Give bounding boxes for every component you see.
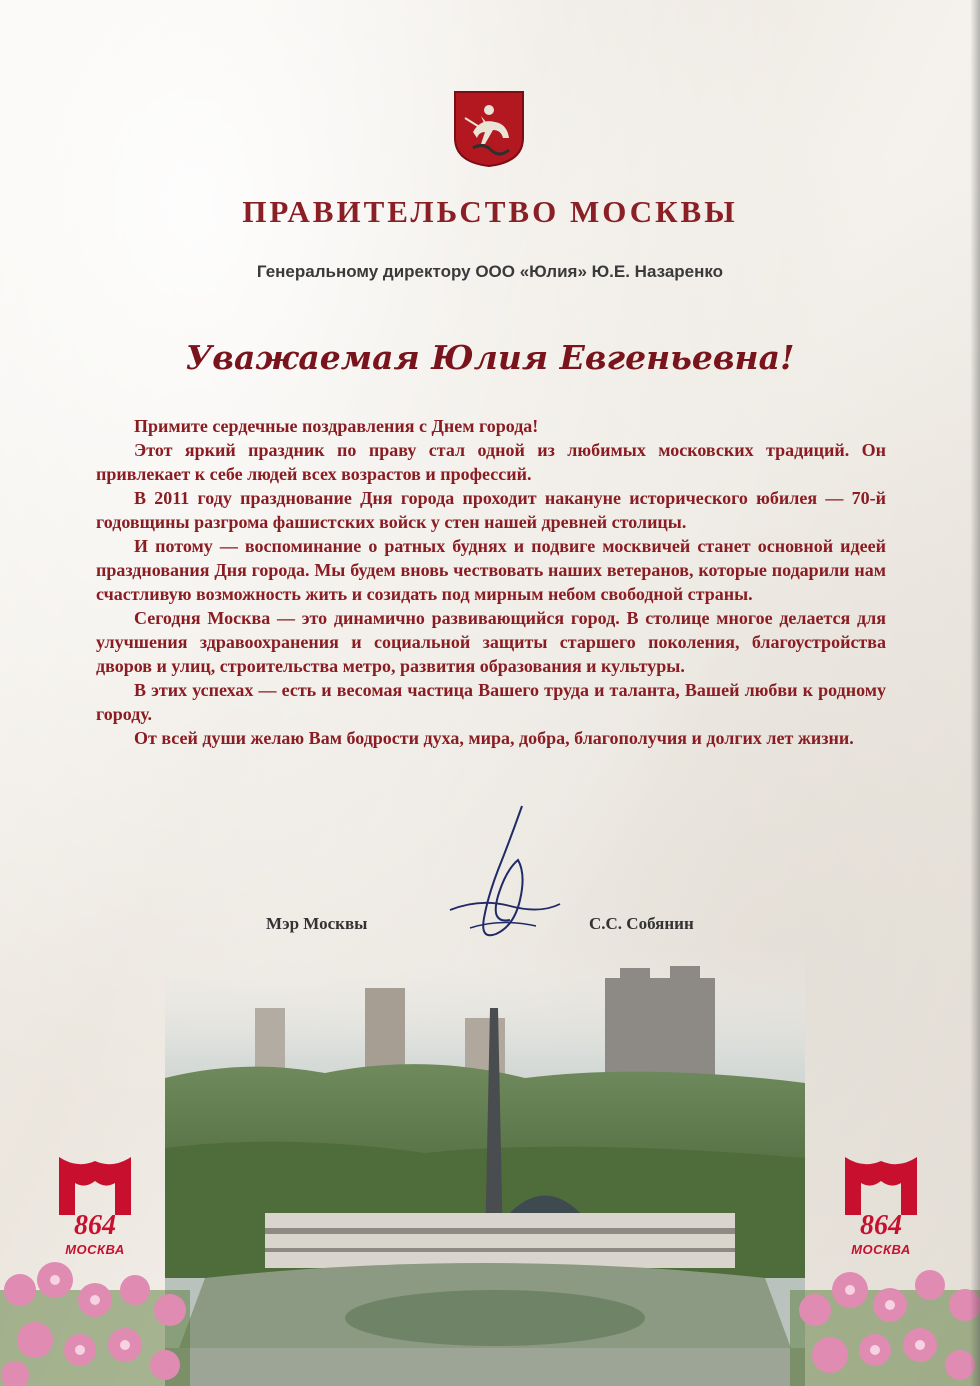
logo-city: МОСКВА: [65, 1242, 125, 1257]
m-letter-icon: [57, 1155, 133, 1217]
anniversary-logo-left: [57, 1155, 133, 1265]
flowers-right-decoration: [790, 1250, 980, 1386]
paragraph: В этих успехах — есть и весомая частица Вашего труда и таланта, Вашей любви к родному городу.: [96, 680, 886, 724]
flowers-left-decoration: [0, 1250, 190, 1386]
letter-body: [96, 414, 886, 750]
anniversary-logo-right: [843, 1155, 919, 1265]
logo-number: 864: [860, 1210, 902, 1241]
logo-city: МОСКВА: [851, 1242, 911, 1257]
m-letter-icon: [843, 1155, 919, 1217]
logo-number: 864: [74, 1210, 116, 1241]
greeting-line: Уважаемая Юлия Евгеньевна!: [185, 338, 795, 377]
scan-edge-shadow: [970, 0, 980, 1386]
moscow-coat-of-arms-icon: [451, 88, 527, 168]
mayor-position: Мэр Москвы: [266, 914, 368, 933]
signature: [440, 800, 570, 960]
paragraph: И потому — воспоминание о ратных буднях и подвиге москвичей станет основной идеей празднования Дня города. Мы будем вновь чествовать наших ветеранов, которые подарили нам счастливую возможность жить и созидать под мирным небом свободной страны.: [96, 536, 886, 604]
paragraph: От всей души желаю Вам бодрости духа, мира, добра, благополучия и долгих лет жизни.: [134, 728, 854, 748]
paragraph: В 2011 году празднование Дня города проходит накануне исторического юбилея — 70-й годовщины разгрома фашистских войск у стен нашей древней столицы.: [96, 488, 886, 532]
paragraph: Сегодня Москва — это динамично развивающийся город. В столице многое делается для улучшения здравоохранения и социальной защиты старшего поколения, благоустройства дворов и улиц, строительства метро, развития образования и культуры.: [96, 608, 886, 676]
paragraph: Этот яркий праздник по праву стал одной из любимых московских традиций. Он привлекает к себе людей всех возрастов и профессий.: [96, 440, 886, 484]
poklonnaya-hill-photo: [165, 948, 805, 1386]
paragraph: Примите сердечные поздравления с Днем города!: [134, 416, 539, 436]
government-title: ПРАВИТЕЛЬСТВО МОСКВЫ: [242, 194, 738, 229]
mayor-name: С.С. Собянин: [589, 914, 694, 933]
addressee-line: Генеральному директору ООО «Юлия» Ю.Е. Назаренко: [256, 262, 724, 281]
